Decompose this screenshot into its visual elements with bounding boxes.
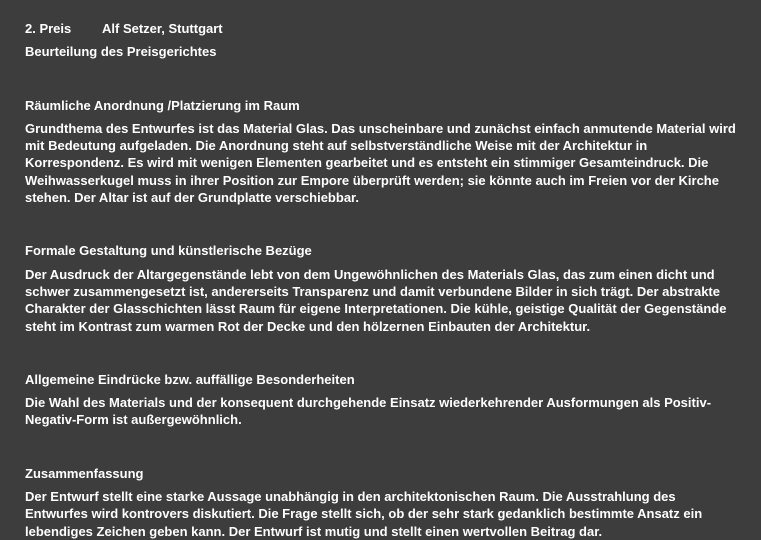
section-formal-design <box>25 242 741 334</box>
prize-label: 2. Preis <box>25 21 72 36</box>
section-title: Räumliche Anordnung /Platzierung im Raum <box>25 97 300 113</box>
author-name: Alf Setzer, Stuttgart <box>102 21 223 36</box>
jury-evaluation-heading: Beurteilung des Preisgerichtes <box>25 44 217 60</box>
section-summary <box>25 465 741 540</box>
section-body: Der Entwurf stellt eine starke Aussage unabhängig in den architektonischen Raum. Die Ausstrahlung des Entwurfes wird kontrovers diskutiert. Die Frage stellt sich, ob der sehr stark gedanklich bestimmte Ansatz ein lebendiges Zeichen geben kann. Der Entwurf ist mutig und stellt einen wertvollen Beitrag dar. <box>25 489 703 539</box>
section-title: Allgemeine Eindrücke bzw. auffällige Besonderheiten <box>25 371 355 387</box>
section-body: Die Wahl des Materials und der konsequent durchgehende Einsatz wiederkehrender Ausformungen als Positiv-Negativ-Form ist außergewöhnlich. <box>25 395 712 428</box>
section-general-impressions <box>25 371 741 429</box>
section-spatial-arrangement <box>25 97 741 207</box>
section-title: Formale Gestaltung und künstlerische Bezüge <box>25 243 312 259</box>
section-body: Der Ausdruck der Altargegenstände lebt von dem Ungewöhnlichen des Materials Glas, das zum einen dicht und schwer zusammengesetzt ist, andererseits Transparenz und damit verbundene Bilder in sich trägt. Der abstrakte Charakter der Glasschichten lässt Raum für eigene Interpretationen. Die kühle, geistige Qualität der Gegenstände steht im Kontrast zum warmen Rot der Decke und den hölzernen Einbauten der Architektur. <box>25 266 727 334</box>
section-body: Grundthema des Entwurfes ist das Material Glas. Das unscheinbare und zunächst einfach anmutende Material wird mit Bedeutung aufgeladen. Die Anordnung steht auf selbstverständliche Weise mit der Architektur in Korrespondenz. Es wird mit wenigen Elementen gearbeitet und es entsteht ein stimmiger Gesamteindruck. Die Weihwasserkugel muss in ihrer Position zur Empore überprüft werden; sie könnte auch im Freien vor der Kirche stehen. Der Altar ist auf der Grundplatte verschiebbar. <box>25 120 736 206</box>
section-title: Zusammenfassung <box>25 465 144 481</box>
header-line <box>25 20 741 37</box>
